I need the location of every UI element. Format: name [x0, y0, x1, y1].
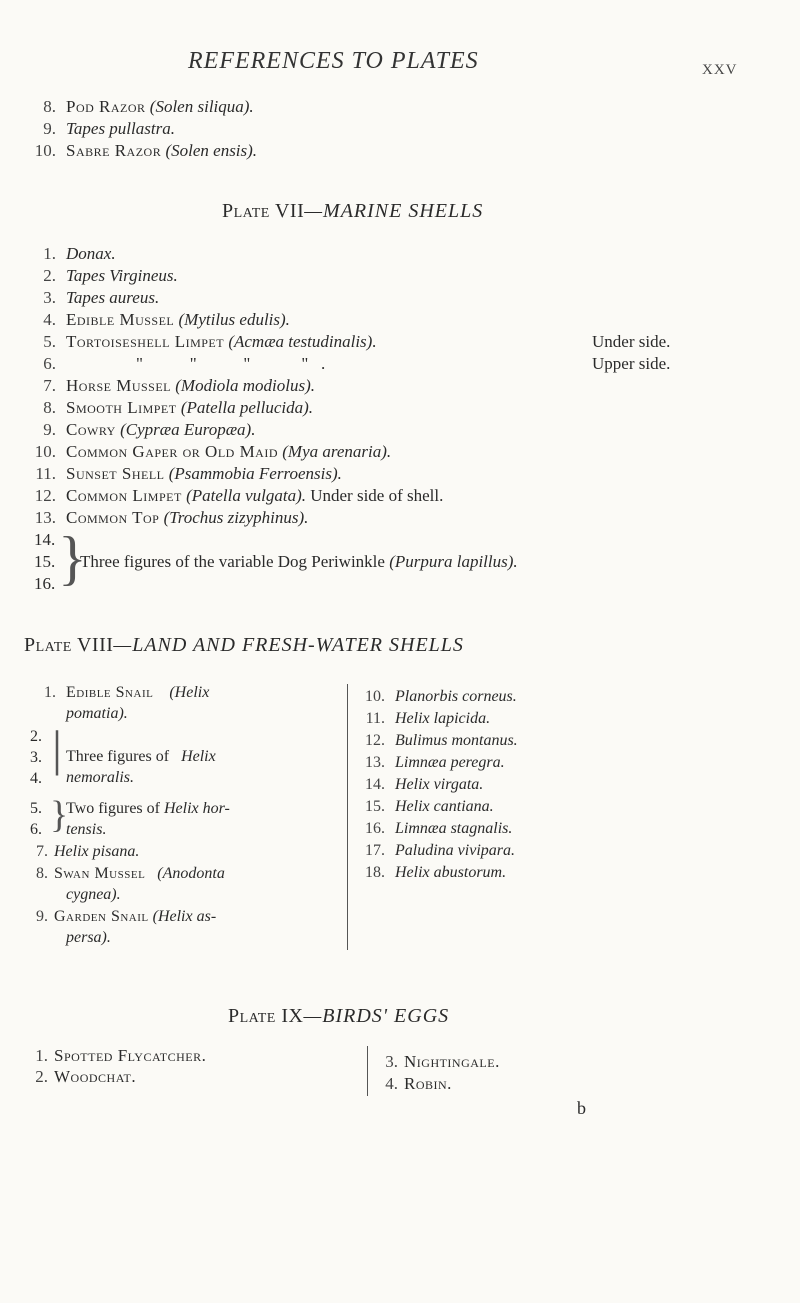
list-item: 14. Helix virgata.	[365, 776, 484, 793]
brace: }	[58, 525, 87, 591]
list-item: 1. Donax.	[43, 244, 116, 263]
list-item: 9. Tapes pullastra.	[43, 119, 175, 138]
list-item-group: Three figures of the variable Dog Periwinkle (Purpura lapillus).	[80, 552, 518, 571]
list-item: 7. Horse Mussel (Modiola modiolus).	[43, 376, 316, 395]
list-item: 4. Robin.	[385, 1074, 452, 1093]
list-item-group: Three figures of Helix	[66, 748, 216, 765]
list-item: 13. Limnæa peregra.	[365, 754, 505, 771]
list-item: 10. Common Gaper or Old Maid (Mya arenaria).	[34, 442, 392, 461]
list-item: 18. Helix abustorum.	[365, 864, 507, 881]
list-item: 10. Planorbis corneus.	[365, 688, 517, 705]
plate-title: Plate VIII—LAND AND FRESH-WATER SHELLS	[24, 634, 464, 656]
list-item-num: 4.	[30, 770, 42, 787]
brace: |	[52, 720, 63, 776]
list-item: 4. Edible Mussel (Mytilus edulis).	[43, 310, 290, 329]
list-item: 11. Helix lapicida.	[365, 710, 491, 727]
list-item-cont: tensis.	[66, 821, 107, 838]
list-item: 8. Pod Razor (Solen siliqua).	[43, 97, 254, 116]
list-item-cont: persa).	[66, 929, 111, 946]
list-item: 1. Edible Snail (Helix	[44, 684, 210, 701]
list-item: 8. Swan Mussel (Anodonta	[36, 865, 225, 882]
list-item-note: Under side.	[592, 332, 671, 351]
column-divider	[347, 684, 348, 950]
brace: }	[50, 794, 69, 836]
list-item: 2. Tapes Virgineus.	[43, 266, 178, 285]
plate-title: Plate IX—BIRDS' EGGS	[228, 1005, 450, 1027]
list-item-cont: pomatia).	[66, 705, 128, 722]
list-item-cont: nemoralis.	[66, 769, 134, 786]
list-item: 5. Tortoiseshell Limpet (Acmæa testudinalis).	[43, 332, 377, 351]
list-item: 12. Common Limpet (Patella vulgata). Under side of shell.	[34, 486, 444, 505]
list-item-num: 6.	[30, 821, 42, 838]
list-item: 2. Woodchat.	[35, 1067, 137, 1086]
list-item: 9. Garden Snail (Helix as-	[36, 908, 217, 925]
list-item-num: 16.	[34, 574, 56, 593]
list-item-num: 2.	[30, 728, 42, 745]
list-item: 13. Common Top (Trochus zizyphinus).	[34, 508, 309, 527]
running-head: REFERENCES TO PLATES	[188, 48, 479, 74]
list-item: 17. Paludina vivipara.	[365, 842, 515, 859]
list-item: 3. Tapes aureus.	[43, 288, 160, 307]
list-item: 7. Helix pisana.	[36, 843, 140, 860]
page-number: XXV	[702, 62, 738, 78]
list-item: 9. Cowry (Cypræa Europæa).	[43, 420, 256, 439]
list-item: 10. Sabre Razor (Solen ensis).	[34, 141, 258, 160]
list-item: 8. Smooth Limpet (Patella pellucida).	[43, 398, 314, 417]
list-item-num: 15.	[34, 552, 56, 571]
column-divider	[367, 1046, 368, 1096]
list-item: 16. Limnæa stagnalis.	[365, 820, 513, 837]
list-item: 3. Nightingale.	[385, 1052, 500, 1071]
list-item: 11. Sunset Shell (Psammobia Ferroensis).	[35, 464, 342, 483]
list-item: 1. Spotted Flycatcher.	[35, 1046, 207, 1065]
list-item: 12. Bulimus montanus.	[365, 732, 518, 749]
list-item: 6. " " " " .	[43, 354, 326, 373]
list-item-group: Two figures of Helix hor-	[66, 800, 230, 817]
list-item-num: 3.	[30, 749, 42, 766]
list-item-num: 14.	[34, 530, 56, 549]
list-item-num: 5.	[30, 800, 42, 817]
plate-title: Plate VII—MARINE SHELLS	[222, 200, 484, 222]
list-item: 15. Helix cantiana.	[365, 798, 494, 815]
signature-mark: b	[577, 1098, 586, 1118]
list-item-cont: cygnea).	[66, 886, 121, 903]
list-item-note: Upper side.	[592, 354, 671, 373]
